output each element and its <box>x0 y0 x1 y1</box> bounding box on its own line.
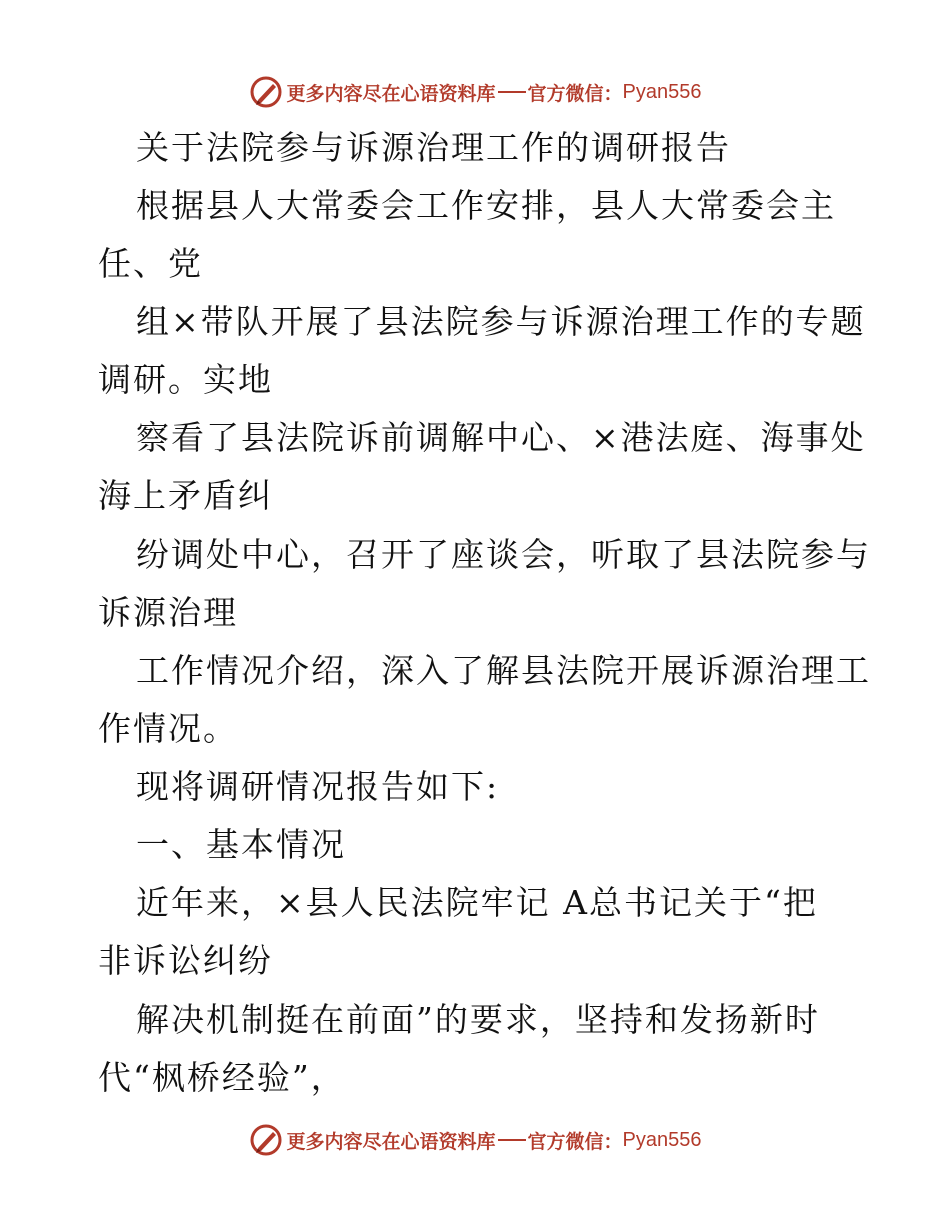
paragraph-line: 根据县人大常委会工作安排，县人大常委会主 <box>136 186 836 225</box>
paragraph-line: 组×带队开展了县法院参与诉源治理工作的专题 <box>136 302 866 341</box>
paragraph-line: 现将调研情况报告如下: <box>136 767 500 806</box>
banner-dash <box>498 1139 526 1141</box>
paragraph-line: 作情况。 <box>98 709 238 748</box>
paragraph-line: 近年来，×县人民法院牢记 A总书记关于“把 <box>136 883 818 922</box>
banner-wechat-label: 官方微信： <box>527 82 623 105</box>
banner-account: Pyan556 <box>622 1128 702 1151</box>
paragraph-line: 解决机制挺在前面”的要求，坚持和发扬新时 <box>136 1000 820 1039</box>
paragraph-line: 代“枫桥经验”， <box>98 1058 346 1097</box>
pen-logo-icon <box>249 75 283 109</box>
pen-logo-icon <box>249 1123 283 1157</box>
paragraph-line: 察看了县法院诉前调解中心、×港法庭、海事处 <box>136 418 866 457</box>
footer-banner <box>0 1120 950 1160</box>
banner-account: Pyan556 <box>622 80 702 103</box>
banner-wechat-label: 官方微信： <box>527 1130 623 1153</box>
banner-text: 更多内容尽在心语资料库 <box>286 1130 496 1153</box>
paragraph-line: 海上矛盾纠 <box>98 476 273 515</box>
paragraph-line: 任、党 <box>98 244 203 283</box>
paragraph-line: 非诉讼纠纷 <box>98 941 273 980</box>
paragraph-line: 调研。实地 <box>98 360 273 399</box>
banner-dash <box>498 91 526 93</box>
paragraph-line: 工作情况介绍，深入了解县法院开展诉源治理工 <box>136 651 871 690</box>
paragraph-line: 诉源治理 <box>98 593 238 632</box>
doc-title: 关于法院参与诉源治理工作的调研报告 <box>136 128 731 167</box>
header-banner <box>0 72 950 112</box>
section-heading: 一、基本情况 <box>136 825 346 864</box>
paragraph-line: 纷调处中心，召开了座谈会，听取了县法院参与 <box>136 535 871 574</box>
banner-text: 更多内容尽在心语资料库 <box>286 82 496 105</box>
